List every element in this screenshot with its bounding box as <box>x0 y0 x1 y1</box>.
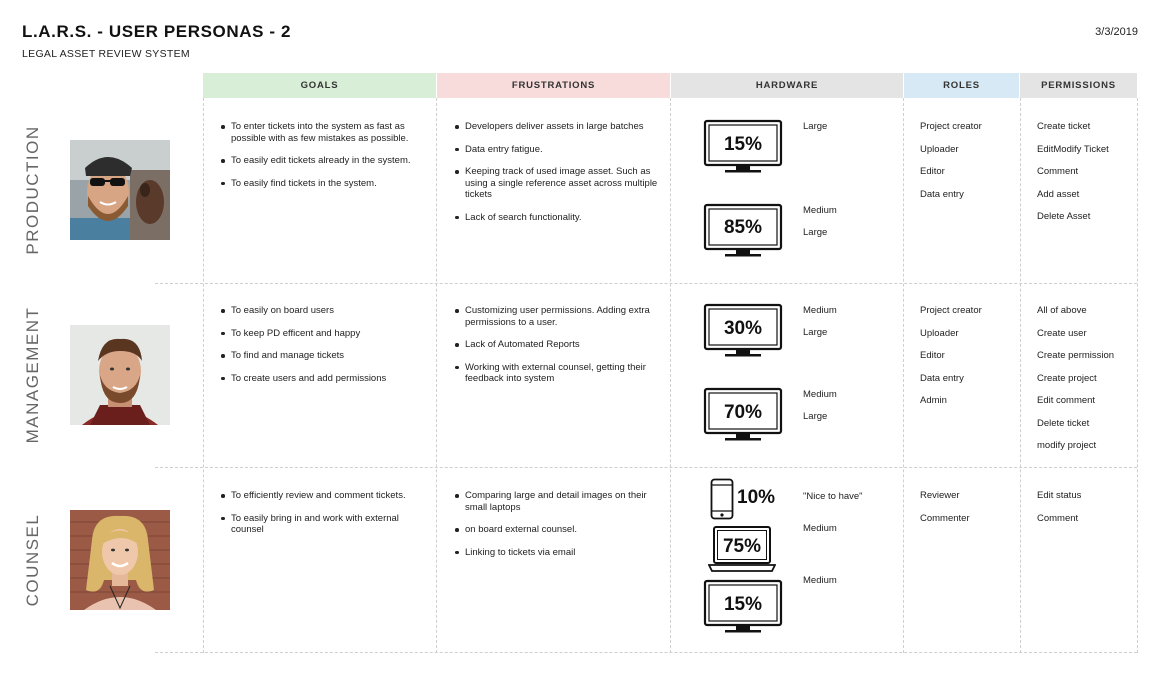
list-item: Comment <box>1037 166 1079 177</box>
list-item: Data entry fatigue. <box>455 144 660 156</box>
persona-label-counsel: COUNSEL <box>23 513 42 607</box>
list-item: To efficiently review and comment tickets. <box>221 490 426 502</box>
list-item: To easily on board users <box>221 305 426 317</box>
list-item: All of above <box>1037 305 1087 316</box>
grid-divider <box>436 98 437 653</box>
list-item: Working with external counsel, getting their feedback into system <box>455 362 660 385</box>
hardware-size-label: Medium <box>803 575 837 586</box>
list-item: Linking to tickets via email <box>455 547 660 559</box>
list-item: Edit status <box>1037 490 1082 501</box>
list-item: Project creator <box>920 121 982 132</box>
list-item: Create ticket <box>1037 121 1091 132</box>
row-divider <box>155 283 1137 284</box>
hardware-size-label: Large <box>803 327 828 338</box>
page-date: 3/3/2019 <box>1095 26 1138 38</box>
list-item: Data entry <box>920 372 964 384</box>
hardware-size-label: Medium <box>803 205 837 216</box>
hardware-size-label: "Nice to have" <box>803 491 863 502</box>
hardware-size-label: Large <box>803 411 828 422</box>
list-item: on board external counsel. <box>455 524 660 536</box>
grid-divider <box>670 98 671 653</box>
list-item: To easily bring in and work with external counsel <box>221 513 426 536</box>
list-item: Project creator <box>920 305 982 316</box>
hardware-percent: 10% <box>737 487 776 508</box>
goals-list-counsel <box>221 490 426 547</box>
list-item: Create user <box>1037 327 1087 339</box>
list-item: To enter tickets into the system as fast as possible with as few mistakes as possible. <box>221 121 426 144</box>
list-item: EditModify Ticket <box>1037 143 1109 155</box>
list-item: Lack of search functionality. <box>455 212 660 224</box>
list-item: Delete Asset <box>1037 211 1091 222</box>
list-item: Delete ticket <box>1037 417 1090 429</box>
persona-photo-management <box>70 325 170 425</box>
column-header-goals: GOALS <box>203 73 436 98</box>
roles-list-counsel <box>920 490 1015 535</box>
frustrations-list-counsel <box>455 490 660 569</box>
list-item: Create permission <box>1037 350 1115 361</box>
list-item: Comment <box>1037 512 1079 524</box>
column-header-frustrations: FRUSTRATIONS <box>437 73 670 98</box>
grid-divider <box>1137 98 1138 653</box>
list-item: Lack of Automated Reports <box>455 339 660 351</box>
roles-list-management <box>920 305 1015 418</box>
column-header-hardware: HARDWARE <box>671 73 903 98</box>
list-item: Editor <box>920 350 945 361</box>
persona-label-production: PRODUCTION <box>23 125 42 255</box>
grid-divider <box>203 98 204 653</box>
phone-icon <box>710 478 734 520</box>
grid-divider <box>903 98 904 653</box>
list-item: To easily edit tickets already in the system. <box>221 155 426 167</box>
list-item: Add asset <box>1037 188 1080 200</box>
page-title: L.A.R.S. - USER PERSONAS - 2 <box>22 22 292 41</box>
persona-photo-counsel <box>70 510 170 610</box>
list-item: Commenter <box>920 512 970 524</box>
page-subtitle: LEGAL ASSET REVIEW SYSTEM <box>22 48 190 60</box>
goals-list-management <box>221 305 426 395</box>
list-item: Uploader <box>920 327 959 339</box>
list-item: Reviewer <box>920 490 960 501</box>
roles-list-production <box>920 121 1015 211</box>
permissions-list-production <box>1037 121 1135 234</box>
hardware-percent: 85% <box>723 217 763 238</box>
hardware-size-label: Medium <box>803 523 837 534</box>
row-divider <box>155 652 1137 653</box>
permissions-list-counsel <box>1037 490 1135 535</box>
hardware-size-label: Medium <box>803 389 837 400</box>
list-item: Admin <box>920 395 947 406</box>
list-item: Comparing large and detail images on their small laptops <box>455 490 660 513</box>
goals-list-production <box>221 121 426 200</box>
list-item: modify project <box>1037 440 1097 451</box>
hardware-size-label: Large <box>803 227 828 238</box>
hardware-percent: 15% <box>723 594 763 615</box>
permissions-list-management <box>1037 305 1135 463</box>
list-item: Customizing user permissions. Adding extra permissions to a user. <box>455 305 660 328</box>
list-item: Developers deliver assets in large batches <box>455 121 660 133</box>
hardware-size-label: Medium <box>803 305 837 316</box>
persona-label-management: MANAGEMENT <box>23 306 42 444</box>
hardware-percent: 70% <box>723 402 763 423</box>
list-item: To keep PD efficent and happy <box>221 328 426 340</box>
list-item: To easily find tickets in the system. <box>221 178 426 190</box>
hardware-size-label: Large <box>803 121 828 132</box>
hardware-percent: 30% <box>723 318 763 339</box>
persona-photo-production <box>70 140 170 240</box>
frustrations-list-production <box>455 121 660 234</box>
column-header-roles: ROLES <box>904 73 1019 98</box>
column-header-permissions: PERMISSIONS <box>1020 73 1137 98</box>
frustrations-list-management <box>455 305 660 396</box>
list-item: Create project <box>1037 372 1097 384</box>
list-item: Editor <box>920 166 945 177</box>
list-item: Uploader <box>920 143 959 155</box>
hardware-percent: 75% <box>722 536 762 557</box>
grid-divider <box>1020 98 1021 653</box>
hardware-percent: 15% <box>723 134 763 155</box>
list-item: Data entry <box>920 188 964 200</box>
list-item: Edit comment <box>1037 395 1096 406</box>
list-item: To create users and add permissions <box>221 373 426 385</box>
row-divider <box>155 467 1137 468</box>
list-item: To find and manage tickets <box>221 350 426 362</box>
list-item: Keeping track of used image asset. Such as using a single reference asset across multiple tickets <box>455 166 660 201</box>
